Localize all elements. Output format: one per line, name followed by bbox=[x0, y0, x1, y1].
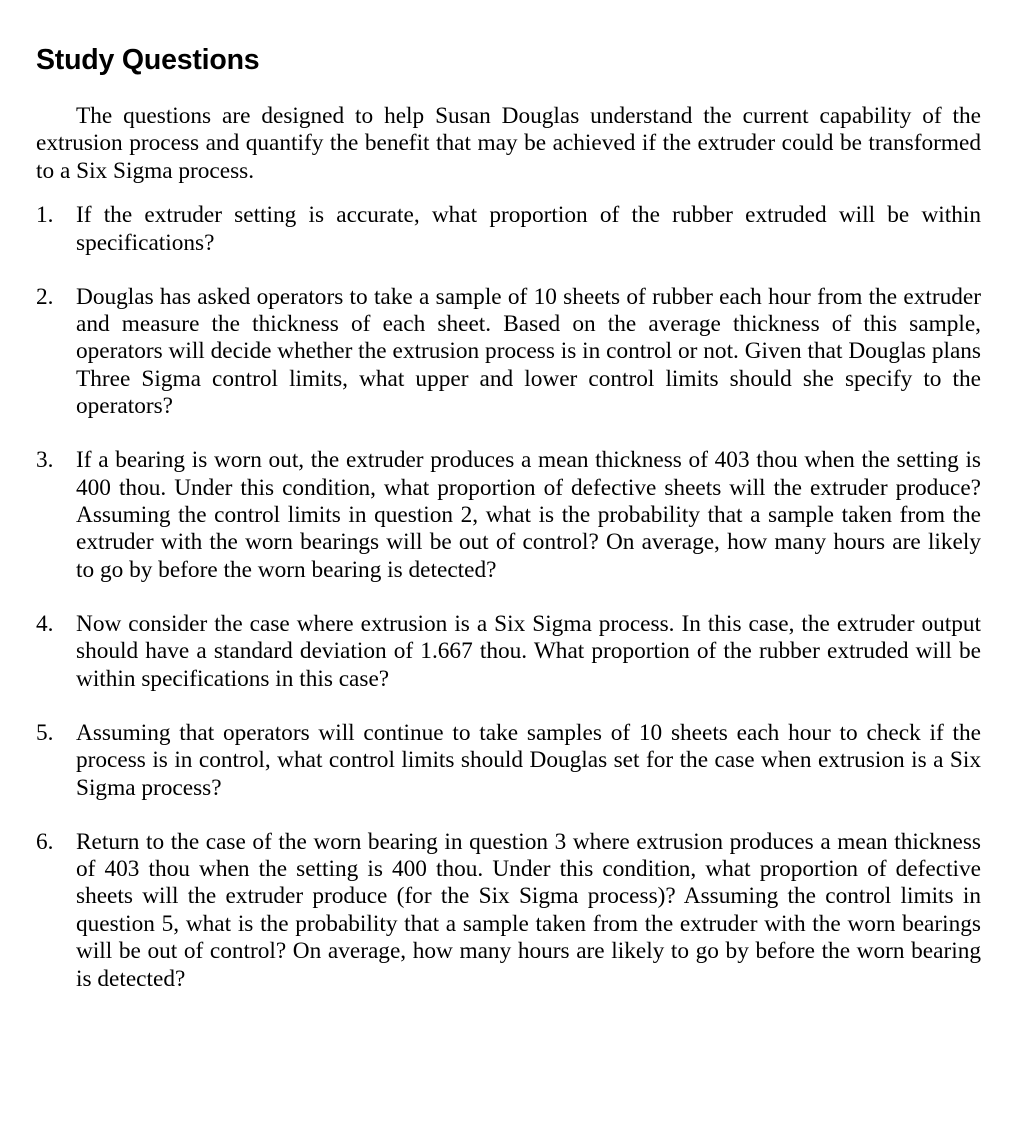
page-title: Study Questions bbox=[36, 44, 260, 76]
question-item bbox=[36, 202, 981, 257]
question-item bbox=[36, 611, 981, 693]
question-number: 5. bbox=[36, 719, 54, 746]
question-number: 4. bbox=[36, 610, 54, 637]
question-number: 3. bbox=[36, 447, 54, 474]
intro-paragraph: The questions are designed to help Susan Douglas understand the current capability of the extrusion process and quantify the benefit that may be achieved if the extruder could be transformed to a Six Sigma process. bbox=[36, 103, 981, 184]
question-text: Douglas has asked operators to take a sample of 10 sheets of rubber each hour from the extruder and measure the thickness of each sheet. Based on the average thickness of this sample, operators will decide whether the extrusion process is in control or not. Given that Douglas plans Three Sigma control limits, what upper and lower control limits should she specify to the operators? bbox=[76, 283, 981, 420]
question-number: 1. bbox=[36, 202, 54, 229]
question-text: Return to the case of the worn bearing in question 3 where extrusion produces a mean thickness of 403 thou when the setting is 400 thou. Under this condition, what proportion of defective sheets will the extruder produce (for the Six Sigma process)? Assuming the control limits in question 5, what is the probability that a sample taken from the extruder with the worn bearings will be out of control? On average, how many hours are likely to go by before the worn bearing is detected? bbox=[76, 828, 981, 992]
question-number: 2. bbox=[36, 283, 54, 310]
question-text: If the extruder setting is accurate, what proportion of the rubber extruded will be within specifications? bbox=[76, 202, 981, 256]
question-number: 6. bbox=[36, 828, 54, 855]
question-item bbox=[36, 447, 981, 584]
question-list bbox=[36, 202, 981, 993]
document-page bbox=[36, 40, 981, 1020]
question-text: Now consider the case where extrusion is a Six Sigma process. In this case, the extruder output should have a standard deviation of 1.667 thou. What proportion of the rubber extruded will be within specifications in this case? bbox=[76, 610, 981, 692]
question-text: Assuming that operators will continue to take samples of 10 sheets each hour to check if the process is in control, what control limits should Douglas set for the case when extrusion is a Six Sigma process? bbox=[76, 719, 981, 801]
question-text: If a bearing is worn out, the extruder produces a mean thickness of 403 thou when the setting is 400 thou. Under this condition, what proportion of defective sheets will the extruder produce? Assuming the control limits in question 2, what is the probability that a sample taken from the extruder with the worn bearings will be out of control? On average, how many hours are likely to go by before the worn bearing is detected? bbox=[76, 447, 981, 583]
question-item bbox=[36, 829, 981, 993]
question-item bbox=[36, 284, 981, 421]
question-item bbox=[36, 720, 981, 802]
